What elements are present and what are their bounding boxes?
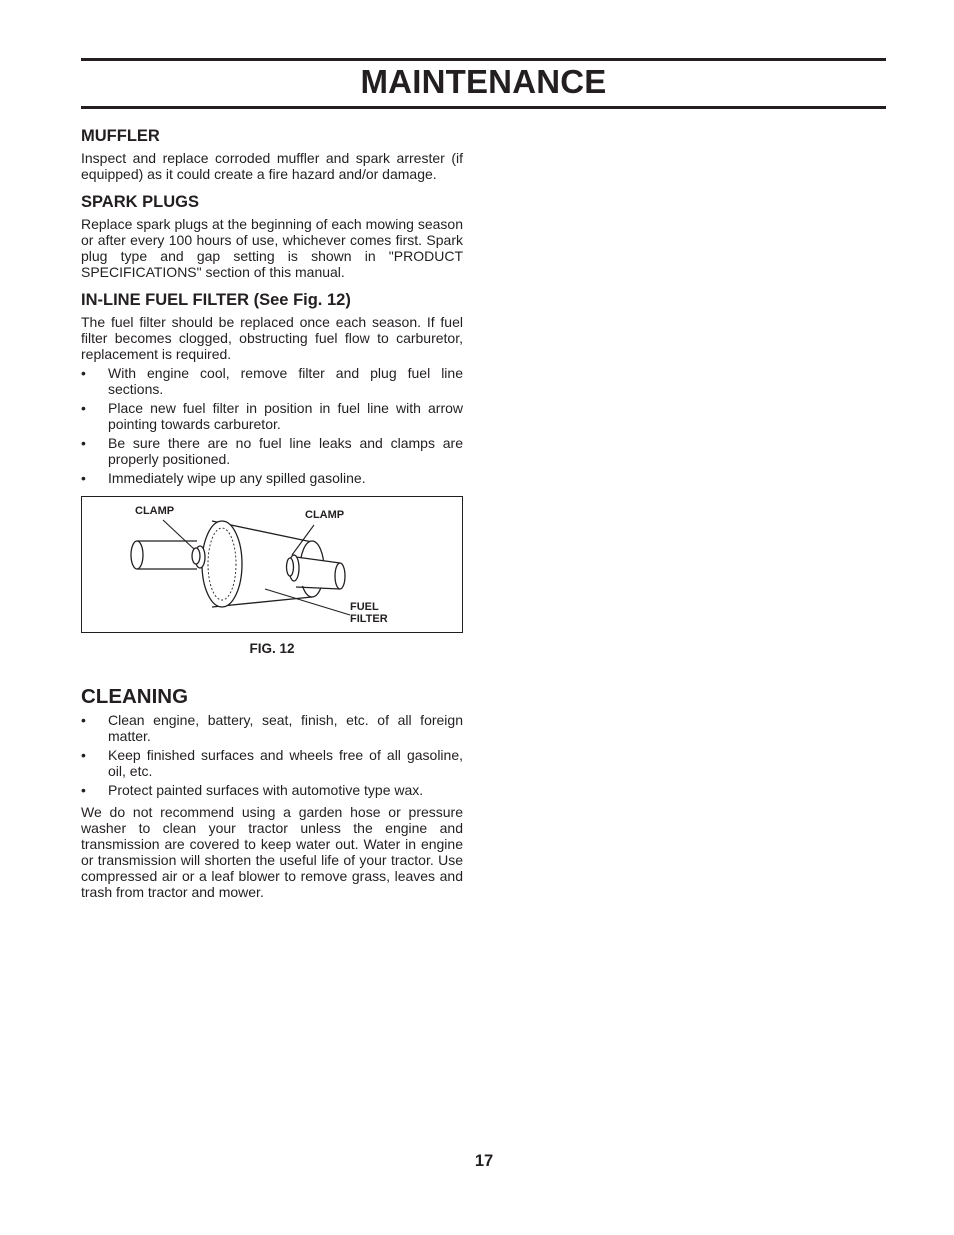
fuel-filter-steps [81,365,463,486]
fuel-filter-section [81,290,463,657]
clamp-left-label: CLAMP [135,505,175,517]
list-item: • With engine cool, remove filter and plug fuel line sections. [81,365,463,397]
fuel-filter-illustration-icon [82,497,462,632]
cleaning-section [81,685,463,900]
header-rule-top [81,58,886,61]
page-title: MAINTENANCE [360,63,607,100]
figure-caption: FIG. 12 [249,641,295,656]
muffler-text: Inspect and replace corroded muffler and spark arrester (if equipped) as it could create a fire hazard and/or damage. [81,150,463,182]
list-item: • Keep finished surfaces and wheels free of all gasoline, oil, etc. [81,747,463,779]
list-item: • Protect painted surfaces with automotive type wax. [81,782,463,798]
list-item: • Be sure there are no fuel line leaks and clamps are properly positioned. [81,435,463,467]
page-number: 17 [474,1152,494,1170]
spark-plugs-text: Replace spark plugs at the beginning of each mowing season or after every 100 hours of use, whichever comes first. Spark plug type and gap setting is shown in "PRODUCT SPECIFICATIONS" section of this manual. [81,216,463,280]
cleaning-steps [81,712,463,798]
content-column [81,126,463,900]
clamp-right-label: CLAMP [305,509,345,521]
list-item: • Place new fuel filter in position in fuel line with arrow pointing towards carburetor. [81,400,463,432]
cleaning-heading: CLEANING [81,685,189,708]
spark-plugs-section [81,192,463,280]
filter-label: FILTER [350,613,388,625]
cleaning-text: We do not recommend using a garden hose or pressure washer to clean your tractor unless the engine and transmission are covered to keep water out. Water in engine or transmission will shorten the useful life of your tractor. Use compressed air or a leaf blower to remove grass, leaves and trash from tractor and mower. [81,804,463,900]
header-rule-bottom [81,106,886,109]
fuel-label: FUEL [350,601,379,613]
list-item: • Clean engine, battery, seat, finish, etc. of all foreign matter. [81,712,463,744]
muffler-section [81,126,463,182]
fuel-filter-figure [81,496,463,633]
muffler-heading: MUFFLER [81,127,160,145]
fuel-filter-heading: IN-LINE FUEL FILTER (See Fig. 12) [81,291,351,309]
spark-plugs-heading: SPARK PLUGS [81,193,199,211]
list-item: • Immediately wipe up any spilled gasoline. [81,470,463,486]
fuel-filter-intro: The fuel filter should be replaced once each season. If fuel filter becomes clogged, obstructing fuel flow to carburetor, replacement is required. [81,314,463,362]
